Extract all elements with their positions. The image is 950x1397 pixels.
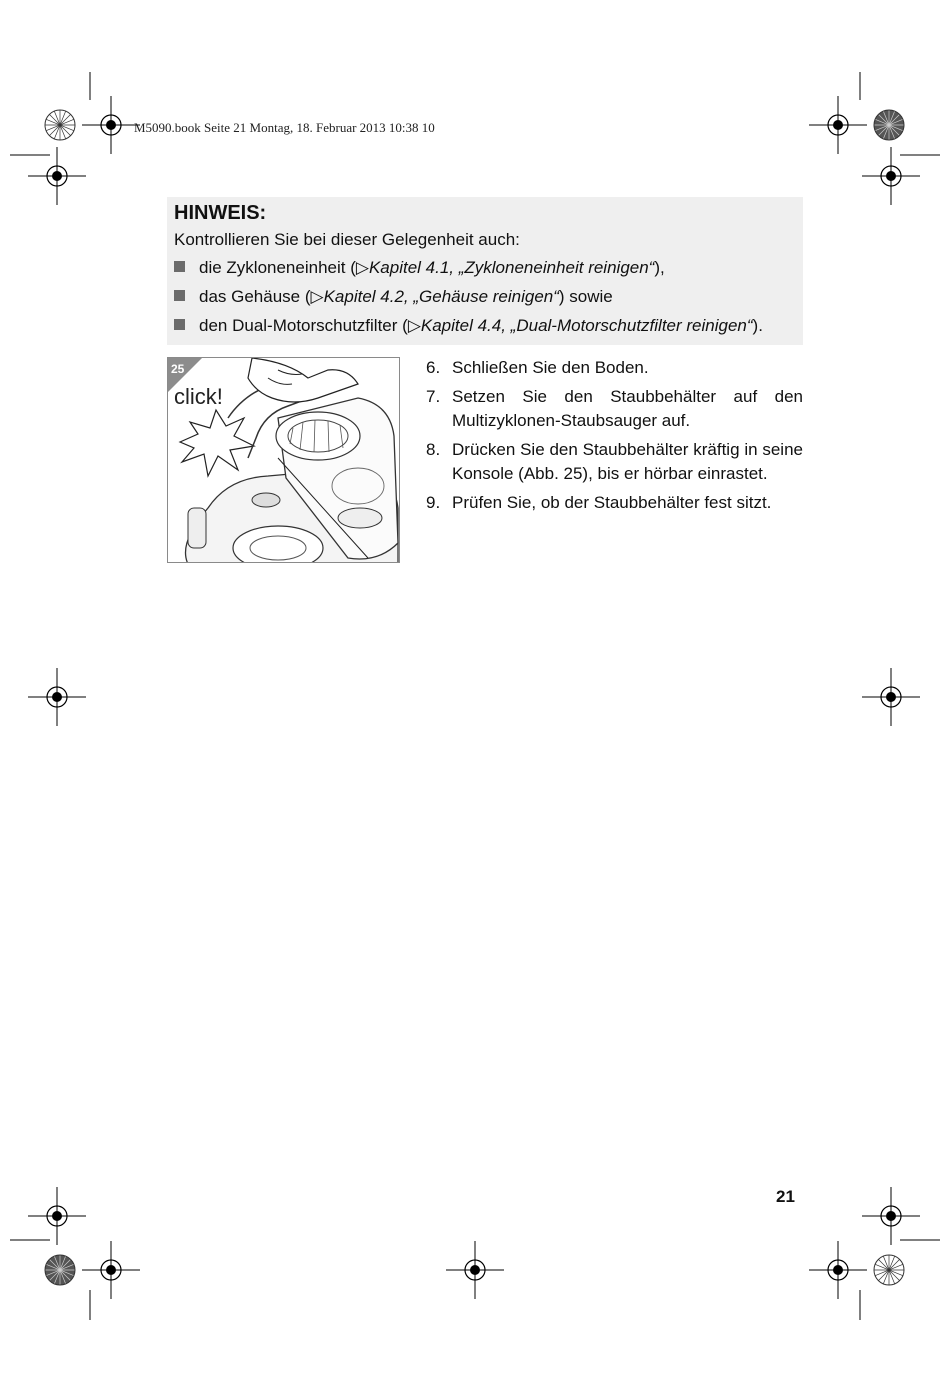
note-item: das Gehäuse (▷Kapitel 4.2, „Gehäuse reinigen“) sowie bbox=[174, 287, 613, 307]
chapter-link[interactable]: Kapitel 4.2, „Gehäuse reinigen“ bbox=[323, 287, 559, 306]
list-item: 6. Schließen Sie den Boden. bbox=[426, 358, 649, 377]
bullet-square-icon bbox=[174, 319, 185, 330]
print-header: M5090.book Seite 21 Montag, 18. Februar 2013 10:38 10 bbox=[134, 120, 435, 135]
note-title: HINWEIS: bbox=[174, 202, 267, 224]
bullet-square-icon bbox=[174, 290, 185, 301]
list-item: 8. Drücken Sie den Staubbehälter kräftig in seine Konsole (Abb. 25), bis er hörbar einrastet. bbox=[426, 440, 803, 483]
steps-list bbox=[426, 356, 803, 520]
figure-number: 25 bbox=[171, 362, 185, 376]
chapter-link[interactable]: Kapitel 4.4, „Dual-Motorschutzfilter reinigen“ bbox=[420, 316, 753, 335]
note-item: die Zykloneneinheit (▷Kapitel 4.1, „Zykloneneinheit reinigen“), bbox=[174, 258, 665, 278]
note-intro: Kontrollieren Sie bei dieser Gelegenheit auch: bbox=[174, 230, 520, 249]
note-box bbox=[167, 197, 803, 345]
chapter-link[interactable]: Kapitel 4.1, „Zykloneneinheit reinigen“ bbox=[368, 258, 655, 277]
hand-icon bbox=[248, 358, 358, 402]
arrow-icon: ▷ bbox=[407, 316, 421, 335]
click-burst-icon bbox=[180, 410, 254, 476]
note-item: den Dual-Motorschutzfilter (▷Kapitel 4.4, „Dual-Motorschutzfilter reinigen“). bbox=[174, 316, 763, 336]
arrow-icon: ▷ bbox=[355, 258, 369, 277]
page-number: 21 bbox=[776, 1187, 795, 1206]
click-label: click! bbox=[174, 384, 223, 409]
vacuum-illustration bbox=[168, 358, 400, 563]
arrow-icon: ▷ bbox=[310, 287, 324, 306]
figure-25 bbox=[167, 357, 400, 563]
bullet-square-icon bbox=[174, 261, 185, 272]
list-item: 9. Prüfen Sie, ob der Staubbehälter fest sitzt. bbox=[426, 493, 772, 512]
list-item: 7. Setzen Sie den Staubbehälter auf den Multizyklonen-Staubsauger auf. bbox=[426, 387, 803, 430]
